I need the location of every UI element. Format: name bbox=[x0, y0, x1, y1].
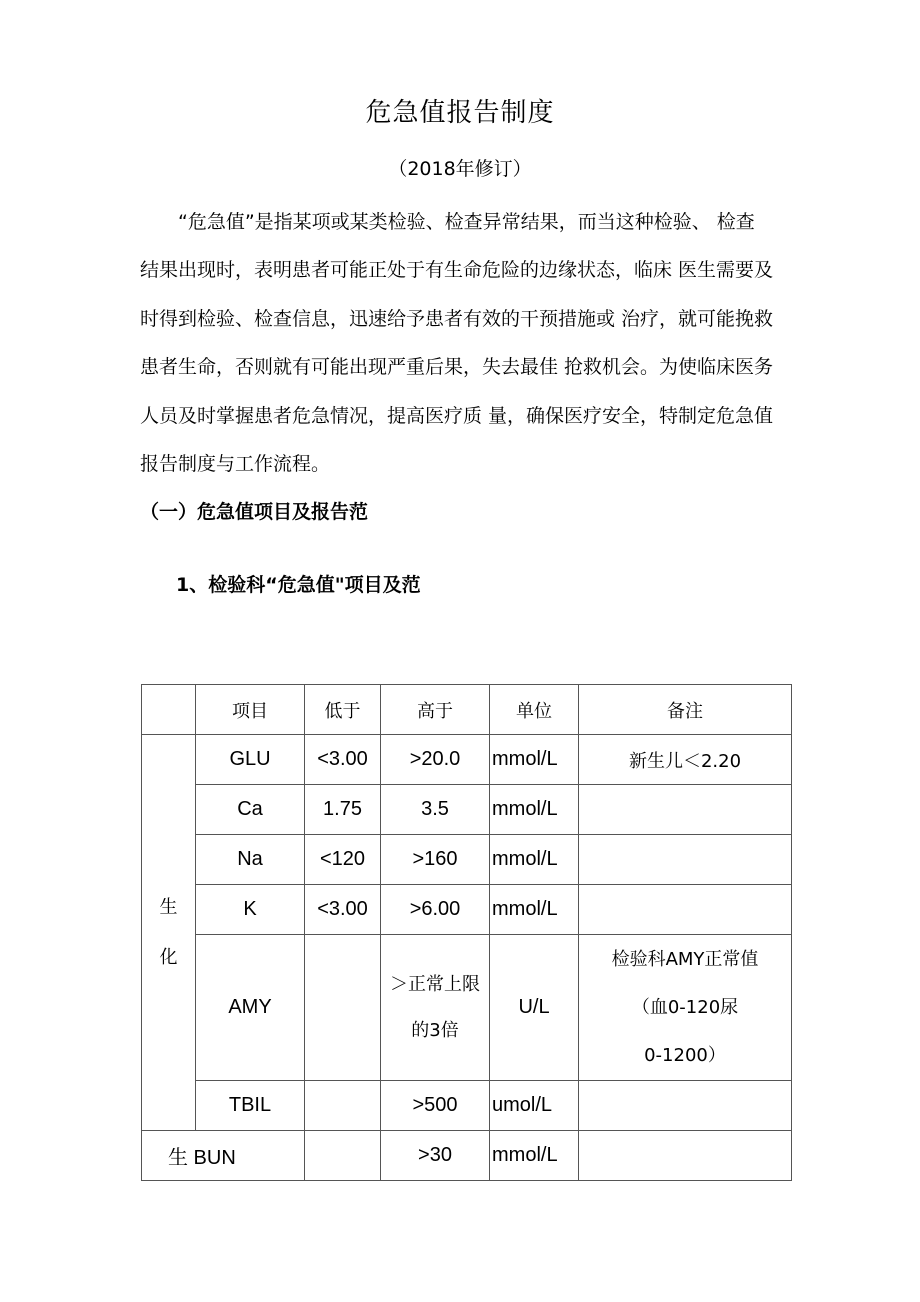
table-row bbox=[142, 1081, 792, 1131]
item-cell: Ca bbox=[196, 785, 305, 835]
item-cell: AMY bbox=[196, 935, 305, 1081]
note-cell bbox=[579, 1131, 792, 1181]
note-cell bbox=[579, 885, 792, 935]
note-cell bbox=[579, 835, 792, 885]
low-cell: <3.00 bbox=[305, 885, 381, 935]
table-row bbox=[142, 835, 792, 885]
unit-cell: mmol/L bbox=[490, 785, 579, 835]
section-heading: （一）危急值项目及报告范 bbox=[140, 501, 369, 523]
low-cell bbox=[305, 1131, 381, 1181]
group-label-char: 生 bbox=[159, 896, 178, 918]
intro-line: 结果出现时，表明患者可能正处于有生命危险的边缘状态，临床 医生需要及 bbox=[140, 259, 774, 282]
intro-line: 人员及时掌握患者危急情况，提高医疗质 量，确保医疗安全，特制定危急值 bbox=[140, 404, 774, 427]
intro-line: 时得到检验、检查信息，迅速给予患者有效的干预措施或 治疗，就可能挽救 bbox=[140, 307, 774, 330]
item-cell: K bbox=[196, 885, 305, 935]
intro-line: “危急值”是指某项或某类检验、检查异常结果，而当这种检验、 检查 bbox=[178, 211, 755, 233]
low-cell bbox=[305, 935, 381, 1081]
note-line: 检验科AMY正常值 bbox=[611, 948, 759, 970]
table-row bbox=[142, 1131, 792, 1181]
item-cell: TBIL bbox=[196, 1081, 305, 1131]
header-cell: 项目 bbox=[196, 685, 305, 735]
item-cell: GLU bbox=[196, 735, 305, 785]
header-cell bbox=[142, 685, 196, 735]
high-cell: >6.00 bbox=[381, 885, 490, 935]
document-title: 危急值报告制度 bbox=[365, 98, 555, 128]
header-cell: 备注 bbox=[579, 685, 792, 735]
note-cell bbox=[579, 1081, 792, 1131]
unit-cell: mmol/L bbox=[490, 835, 579, 885]
unit-cell: umol/L bbox=[490, 1081, 579, 1131]
high-cell bbox=[381, 935, 490, 1081]
unit-cell: U/L bbox=[490, 935, 579, 1081]
subsection-heading: 1、检验科“危急值"项目及范 bbox=[176, 574, 421, 596]
table-row bbox=[142, 885, 792, 935]
table-row bbox=[142, 935, 792, 1081]
table-header-row bbox=[142, 685, 792, 735]
item-cell: Na bbox=[196, 835, 305, 885]
note-line: 0-1200） bbox=[644, 1044, 726, 1066]
intro-paragraph bbox=[140, 198, 798, 488]
group-label-biochem bbox=[142, 735, 196, 1131]
high-cell: >30 bbox=[381, 1131, 490, 1181]
low-cell: <120 bbox=[305, 835, 381, 885]
header-cell: 低于 bbox=[305, 685, 381, 735]
high-cell: 3.5 bbox=[381, 785, 490, 835]
table-row bbox=[142, 785, 792, 835]
unit-cell: mmol/L bbox=[490, 735, 579, 785]
note-cell: 新生儿＜2.20 bbox=[579, 735, 792, 785]
high-cell: >20.0 bbox=[381, 735, 490, 785]
document-subtitle: （2018年修订） bbox=[388, 158, 532, 180]
header-cell: 高于 bbox=[381, 685, 490, 735]
high-line: ＞正常上限 bbox=[390, 973, 480, 995]
low-cell bbox=[305, 1081, 381, 1131]
high-cell: >500 bbox=[381, 1081, 490, 1131]
unit-cell: mmol/L bbox=[490, 1131, 579, 1181]
high-line: 的3倍 bbox=[411, 1019, 459, 1041]
intro-line: 报告制度与工作流程。 bbox=[140, 453, 331, 476]
group-label-char: 化 bbox=[159, 946, 178, 968]
note-line: （血0-120尿 bbox=[631, 996, 739, 1018]
item-cell: 生 BUN bbox=[142, 1131, 305, 1181]
critical-values-table bbox=[141, 684, 792, 1181]
unit-cell: mmol/L bbox=[490, 885, 579, 935]
note-cell bbox=[579, 785, 792, 835]
intro-line: 患者生命，否则就有可能出现严重后果，失去最佳 抢救机会。为使临床医务 bbox=[140, 356, 774, 379]
low-cell: <3.00 bbox=[305, 735, 381, 785]
note-cell bbox=[579, 935, 792, 1081]
header-cell: 单位 bbox=[490, 685, 579, 735]
high-cell: >160 bbox=[381, 835, 490, 885]
table-row bbox=[142, 735, 792, 785]
low-cell: 1.75 bbox=[305, 785, 381, 835]
